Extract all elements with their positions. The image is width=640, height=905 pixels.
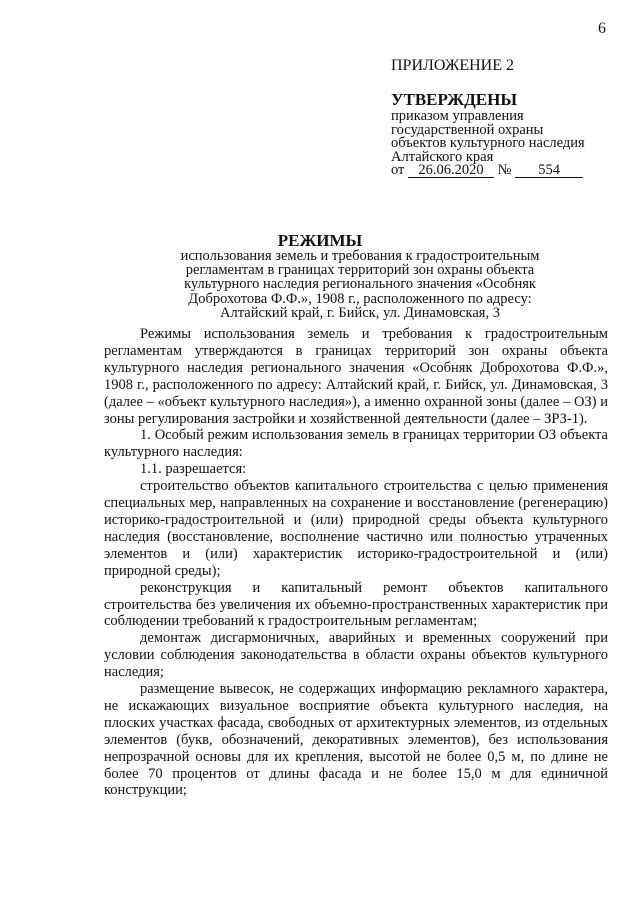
document-body (104, 326, 608, 799)
list-item: демонтаж дисгармоничных, аварийных и временных сооружений при условии соблюдения законодательства в области охраны объектов культурного наследия; (104, 630, 608, 681)
subtitle-line: Доброхотова Ф.Ф.», 1908 г., расположенного по адресу: (188, 290, 532, 307)
appendix-label: ПРИЛОЖЕНИЕ 2 (391, 57, 515, 74)
document-subtitle (160, 249, 560, 320)
document-title: РЕЖИМЫ (277, 231, 363, 250)
approval-block (391, 90, 623, 178)
subtitle-line: Алтайский край, г. Бийск, ул. Динамовская, 3 (220, 304, 500, 321)
approval-line: Алтайского края (391, 148, 494, 165)
list-item: строительство объектов капитального строительства с целью применения специальных мер, направленных на сохранение и восстановление (регенерацию) историко-градостроительной и (или) природной среды объекта культурного наследия (восстановление, восполнение частично или полностью утраченных элементов и (или) характеристик историко-градостроительной и (или) природной среды); (104, 478, 608, 579)
approval-line: государственной охраны (391, 121, 544, 138)
subtitle-line: регламентам в границах территорий зон охраны объекта (185, 262, 535, 279)
approval-date: 26.06.2020 (408, 164, 494, 178)
subtitle-line: культурного наследия регионального значения «Особняк (184, 276, 536, 293)
number-prefix: № (497, 162, 512, 178)
list-item: реконструкция и капитальный ремонт объектов капитального строительства без увеличения их объемно-пространственных характеристик при соблюдении требований к градостроительным регламентам; (104, 579, 608, 630)
approval-number: 554 (515, 164, 583, 178)
approval-title: УТВЕРЖДЕНЫ (391, 90, 518, 109)
approval-date-line (391, 164, 623, 178)
subsection-heading: 1.1. разрешается: (140, 461, 247, 478)
list-item: размещение вывесок, не содержащих информацию рекламного характера, не искажающих визуальное восприятие объекта культурного наследия, на плоских участках фасада, свободных от архитектурных элементов, из отдельных элементов (букв, обозначений, декоративных элементов), без использования непрозрачной основы для их крепления, высотой не более 0,5 м, по длине не более 70 процентов от длины фасада и не более 15,0 м для единичной конструкции; (104, 681, 608, 799)
intro-paragraph: Режимы использования земель и требования к градостроительным регламентам утверждаются в границах территорий зон охраны объекта культурного наследия регионального значения «Особняк Доброхотова Ф.Ф.», 1908 г., расположенного по адресу: Алтайский край, г. Бийск, ул. Динамовская, 3 (далее – «объект культурного наследия»), а именно охранной зоны (далее – ОЗ) и зоны регулирования застройки и хозяйственной деятельности (далее – ЗРЗ-1). (104, 326, 608, 427)
approval-line: объектов культурного наследия (391, 135, 585, 151)
subtitle-line: использования земель и требования к градостроительным (180, 248, 540, 264)
page-number: 6 (598, 20, 606, 37)
approval-line: приказом управления (391, 108, 524, 124)
section-heading: 1. Особый режим использования земель в границах территории ОЗ объекта культурного наследия: (104, 427, 608, 461)
date-prefix: от (391, 162, 405, 178)
